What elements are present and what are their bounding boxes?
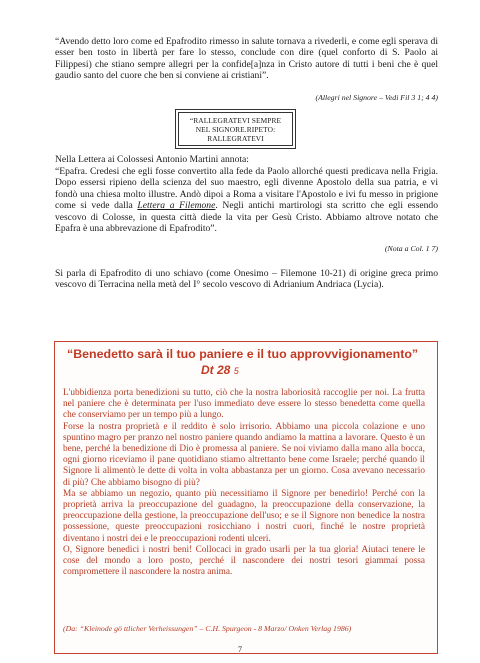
paragraph-epafra [55,166,438,234]
box-ref-book: Dt 28 [201,363,231,377]
box-paragraph: O, Signore benedici i nostri beni! Collocaci in grado usarli per la tua gloria! Aiutaci tenere le cose del mondo a loro posto, perché il nascondere dei nostri tesori giammai possa compromettere il nascondere la nostra anima. [63,544,425,578]
quote-line-3: RALLEGRATEVI [207,133,264,143]
reference-col: (Nota a Col. 1 7) [384,244,438,253]
box-paragraph: Ma se abbiamo un negozio, quanto più necessitiamo il Signore per benedirlo! Perché con la proprietà arriva la preoccupazione del guadagno, la preoccupazione della conservazione, la preoccupazione della gestione, la preoccupazione dell'uso; e se il Signore non benedice la nostra possessione, queste preoccupazioni rosicchiano i nostri cuori, finché le nostre proprietà diventano i nostri dei e le preoccupazioni rodenti ulceri. [63,488,425,544]
page-number: 7 [238,645,242,654]
quote-box-text [190,116,281,143]
paragraph-terracina: Si parla di Epafrodito di uno schiavo (come Onesimo – Filemone 10-21) di origine greca primo vescovo di Terracina nella metà del I° secolo vescovo di Adrianium Andriaca (Lycia). [55,268,438,291]
box-paragraph: Forse la nostra proprietà e il reddito è solo irrisorio. Abbiamo una piccola colazione e uno spuntino magro per pranzo nel nostro paniere quando andiamo la mattina a lavorare. Questo è un bene, perché la benedizione di Dio è promessa al paniere. Se noi viviamo dalla mano alla bocca, ogni giorno riceviamo il pane quotidiano stiamo altrettanto bene come Israele; perché quando il Signore li alimentò le dette di volta in volta abbastanza per un giorno. Cosa avevano necessario di più? Che abbiamo bisogno di più? [63,421,425,488]
box-source: (Da: “Kleinode gö ttlicher Verheissungen” – C.H. Spurgeon - 8 Marzo/ Onken Verlag 1986) [63,624,352,633]
epafra-letter-title: Lettera a Filemone [137,200,216,212]
spurgeon-box [54,341,438,654]
box-paragraph: L'ubbidienza porta benedizioni su tutto, ciò che la nostra laboriosità raccoglie per noi. La frutta nel paniere che è determinata per l'uso immediato deve essere lo stesso benedetta come quella che conserviamo per un tempo più a lungo. [63,388,425,421]
quote-line-2: NEL SIGNORE.RIPETO: [195,124,276,134]
box-reference [201,363,239,377]
epafra-text-a: “Epafra. Credesi che egli fosse convertito alla fede da Paolo allorché questi predicava nella Frigia. Dopo essersi ripieno della scienza del suo maestro, egli divenne Apostolo della sua patria, e vi fondò una chiesa molto illustre. Andò dipoi a Roma a visitare l'Apostolo e ivi fu messo in prigione come si vede dalla [55,166,438,212]
paragraph-colossesi-intro: Nella Lettera ai Colossesi Antonio Martini annota: [55,154,249,165]
box-body [63,388,425,578]
quote-box-rallegratevi [178,112,293,146]
reference-allegri: (Allegri nel Signore – Vedi Fil 3 1; 4 4) [315,93,438,102]
quote-line-1: “RALLEGRATEVI SEMPRE [189,115,282,125]
box-title: “Benedetto sarà il tuo paniere e il tuo approvvigionamento” [67,347,419,361]
box-ref-verse: 5 [233,366,239,376]
paragraph-filippesi: “Avendo detto loro come ed Epafrodito rimesso in salute tornava a rivederli, e come egli sperava di esser ben tosto in libertà per fare lo stesso, conclude con dire (quel conforto di S. Paolo ai Filippesi) che stiano sempre allegri per la confide[a]nza in Cristo autore di tutti i beni che è quel gaudio santo del cuore che ben si conviene ai cristiani”. [55,36,438,82]
epafra-text-b: . Negli antichi martirologi sta scritto che egli essendo vescovo di Colosse, in questa città diede la vita per Gesù Cristo. Abbiamo altrove notato che Epafra è una abbrevazione di Epafrodito”. [55,200,438,235]
